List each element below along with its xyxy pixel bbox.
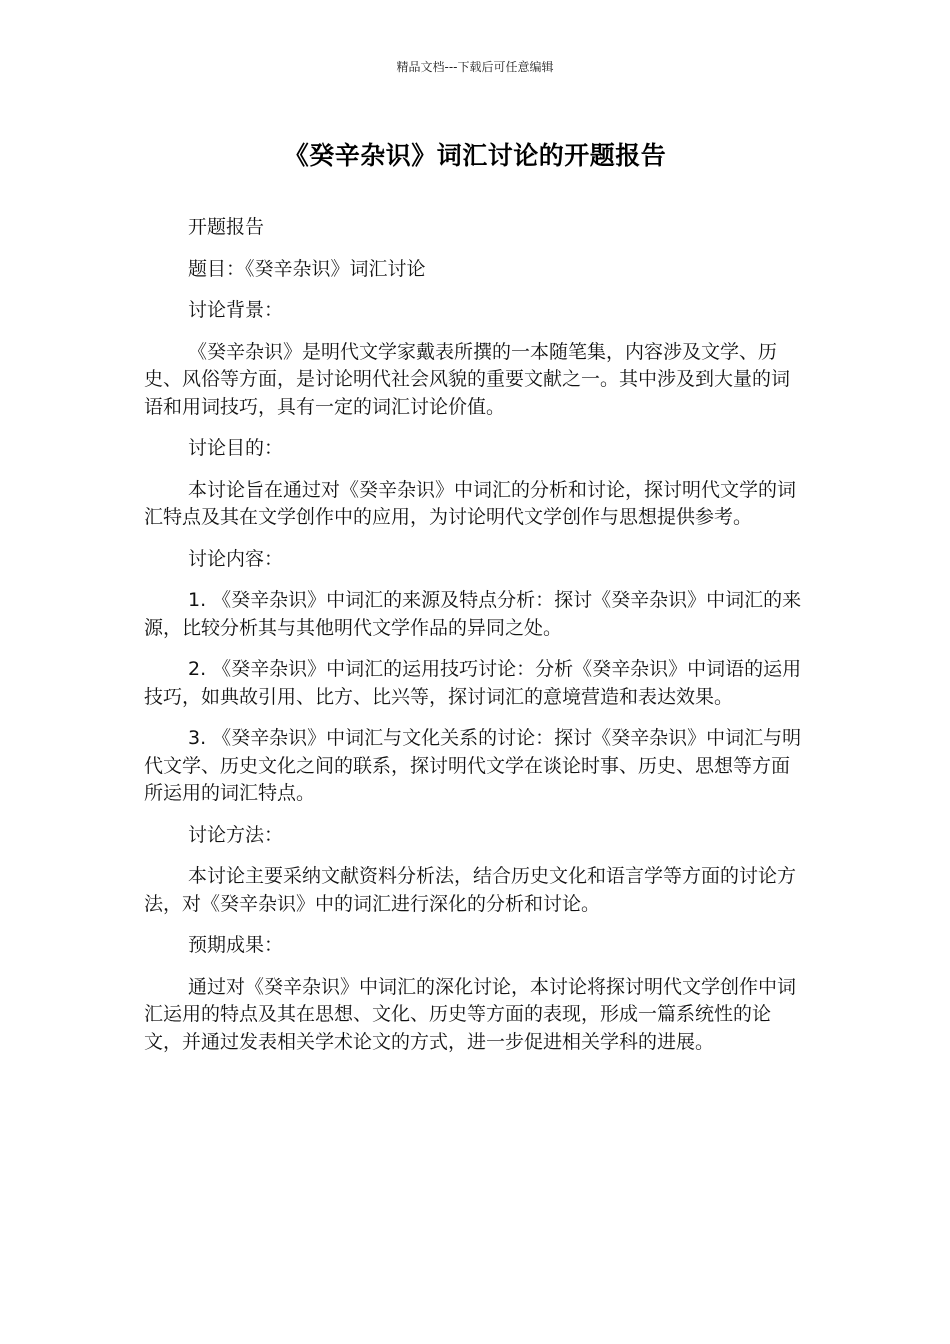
topic-line: 题目：《癸辛杂识》词汇讨论 bbox=[188, 257, 426, 280]
section-heading-outcome: 预期成果： bbox=[188, 934, 284, 956]
method-paragraph: 本讨论主要采纳文献资料分析法，结合历史文化和语言学等方面的讨论方法，对《癸辛杂识》中的词汇进行深化的分析和讨论。 bbox=[144, 865, 797, 915]
section-heading-background: 讨论背景： bbox=[188, 299, 284, 321]
content-item-1: 1. 《癸辛杂识》中词汇的来源及特点分析：探讨《癸辛杂识》中词汇的来源，比较分析其与其他明代文学作品的异同之处。 bbox=[144, 589, 802, 639]
content-item-2: 2. 《癸辛杂识》中词汇的运用技巧讨论：分析《癸辛杂识》中词语的运用技巧，如典故引用、比方、比兴等，探讨词汇的意境营造和表达效果。 bbox=[144, 658, 802, 708]
section-heading-method: 讨论方法： bbox=[188, 823, 284, 846]
content-item-3: 3. 《癸辛杂识》中词汇与文化关系的讨论：探讨《癸辛杂识》中词汇与明代文学、历史文化之间的联系，探讨明代文学在谈论时事、历史、思想等方面所运用的词汇特点。 bbox=[144, 727, 802, 804]
purpose-paragraph: 本讨论旨在通过对《癸辛杂识》中词汇的分析和讨论，探讨明代文学的词汇特点及其在文学创作中的应用，为讨论明代文学创作与思想提供参考。 bbox=[144, 478, 797, 528]
document-title: 《癸辛杂识》词汇讨论的开题报告 bbox=[283, 141, 667, 170]
document-body bbox=[144, 214, 804, 1070]
section-heading-content: 讨论内容： bbox=[188, 547, 284, 570]
outcome-paragraph: 通过对《癸辛杂识》中词汇的深化讨论，本讨论将探讨明代文学创作中词汇运用的特点及其在思想、文化、历史等方面的表现，形成一篇系统性的论文，并通过发表相关学术论文的方式，进一步促进相关学科的进展。 bbox=[144, 975, 797, 1053]
section-heading-report: 开题报告 bbox=[188, 216, 265, 238]
section-heading-purpose: 讨论目的： bbox=[188, 437, 284, 459]
page-header: 精品文档---下载后可任意编辑 bbox=[396, 60, 554, 74]
background-paragraph: 《癸辛杂识》是明代文学家戴表所撰的一本随笔集，内容涉及文学、历史、风俗等方面，是讨论明代社会风貌的重要文献之一。其中涉及到大量的词语和用词技巧，具有一定的词汇讨论价值。 bbox=[144, 340, 791, 418]
